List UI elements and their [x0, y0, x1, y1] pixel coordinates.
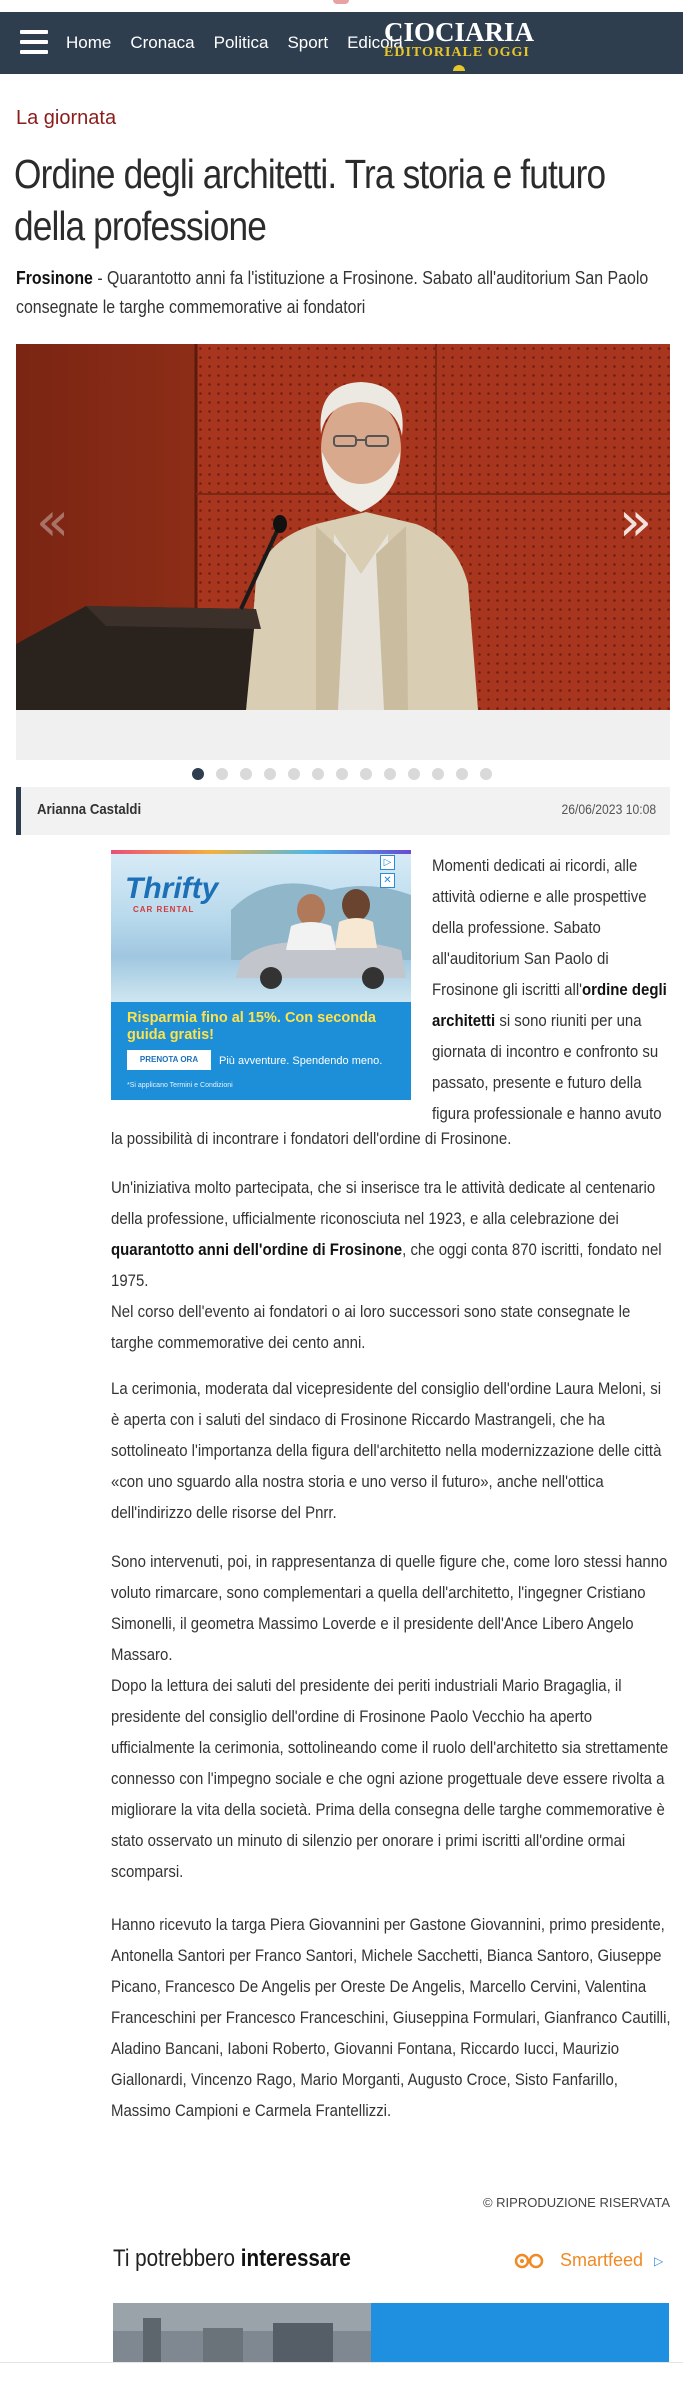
nav-link-sport[interactable]: Sport	[287, 33, 329, 52]
subtitle-place: Frosinone	[16, 267, 93, 288]
ad-body	[111, 1002, 411, 1100]
article-subtitle	[16, 263, 670, 321]
article-paragraph-5: Sono intervenuti, poi, in rappresentanza di quelle figure che, come loro stessi hanno voluto rimarcare, sono complementari a quella dell'architetto, l'ingegner Cristiano Simonelli, il geometra Massimo Loverde e il presidente dell'Ance Libero Angelo Massaro.	[111, 1552, 668, 1664]
gallery-dot[interactable]	[456, 768, 468, 780]
ad-close-icon[interactable]: ✕	[380, 873, 395, 888]
adchoices-icon[interactable]: ▷	[380, 855, 395, 870]
gallery-dot[interactable]	[480, 768, 492, 780]
article-paragraph-1: Momenti dedicati ai ricordi, alle attività odierne e alle prospettive della professione. Sabato all'auditorium San Paolo di Frosinone gli iscritti all'ordine degli architetti si sono riuniti per una giornata di incontro e confronto su passato, presente e futuro della figura professionale e hanno avuto	[432, 856, 667, 1123]
logo-subtitle: EDITORIALE OGGI	[384, 45, 530, 60]
author-bar	[16, 787, 670, 835]
gallery-dot[interactable]	[288, 768, 300, 780]
bottom-bar	[0, 2362, 683, 2387]
nav-links	[66, 12, 422, 74]
gallery-dot[interactable]	[432, 768, 444, 780]
author-name[interactable]: Arianna Castaldi	[37, 801, 142, 818]
gallery-dots	[0, 765, 683, 781]
adchoices-icon[interactable]: ▷	[654, 2254, 664, 2268]
article-paragraph-3: Nel corso dell'evento ai fondatori o ai loro successori sono state consegnate le targhe commemorative dei cento anni.	[111, 1302, 631, 1352]
top-indicator	[333, 0, 349, 4]
ad-choices[interactable]	[379, 852, 409, 886]
gallery-photo	[16, 344, 670, 710]
copyright-notice: © RIPRODUZIONE RISERVATA	[482, 2195, 670, 2210]
gallery-dot[interactable]	[264, 768, 276, 780]
logo-sun-icon	[453, 65, 465, 71]
ad-tagline: Più avventure. Spendendo meno.	[219, 1055, 383, 1067]
ad-brand-sub: CAR RENTAL	[133, 905, 195, 914]
gallery-dot[interactable]	[336, 768, 348, 780]
smartfeed-label: Smartfeed	[560, 2250, 644, 2270]
nav-link-home[interactable]: Home	[66, 33, 112, 52]
photo-gallery	[16, 344, 670, 760]
gallery-dot[interactable]	[360, 768, 372, 780]
gallery-prev-icon[interactable]: «	[36, 490, 70, 553]
ad-cta-button[interactable]: PRENOTA ORA	[127, 1050, 211, 1070]
top-navbar	[0, 12, 683, 74]
gallery-dot[interactable]	[192, 768, 204, 780]
subtitle-text: - Quarantotto anni fa l'istituzione a Frosinone. Sabato all'auditorium San Paolo consegnate le targhe commemorative ai fondatori	[16, 267, 649, 317]
ad-brand: Thrifty	[125, 872, 219, 905]
article-paragraph-6: Dopo la lettura dei saluti del presidente dei periti industriali Mario Bragaglia, il presidente del consiglio dell'ordine di Frosinone Paolo Vecchio ha aperto ufficialmente la cerimonia, sottolineando come il ruolo dell'architetto sia strettamente connesso con l'impegno sociale e che ogni azione progettuale deve essere rivolta a migliorare la vita della società. Prima della consegna delle targhe commemorative è stato osservato un minuto di silenzio per onorare i primi iscritti all'ordine ormai scomparsi.	[111, 1676, 669, 1881]
advertisement[interactable]	[111, 850, 411, 1100]
publish-date: 26/06/2023 10:08	[561, 802, 656, 817]
ad-image	[111, 850, 411, 1002]
nav-link-cronaca[interactable]: Cronaca	[130, 33, 195, 52]
gallery-dot[interactable]	[216, 768, 228, 780]
paragraph-1-continued: si sono riuniti per una giornata di incontro e confronto su passato, presente e futuro della figura professionale e hanno avuto	[432, 1011, 662, 1123]
article-paragraph-4: La cerimonia, moderata dal vicepresidente del consiglio dell'ordine Laura Meloni, si è aperta con i saluti del sindaco di Frosinone Riccardo Mastrangeli, che ha sottolineato l'importanza della figura dell'architetto nella modernizzazione delle città «con uno sguardo alla nostra storia e uno verso il futuro», anche nell'ottica dell'indirizzo delle risorse del Pnrr.	[111, 1379, 662, 1522]
gallery-dot[interactable]	[408, 768, 420, 780]
smartfeed-brand[interactable]	[512, 2250, 643, 2271]
gallery-dot[interactable]	[240, 768, 252, 780]
ad-footnote: *Si applicano Termini e Condizioni	[127, 1082, 233, 1089]
ad-headline: Risparmia fino al 15%. Con seconda guida gratis!	[127, 1010, 376, 1043]
article-paragraph-7: Hanno ricevuto la targa Piera Giovannini per Gastone Giovannini, primo presidente, Antonella Santori per Franco Santori, Michele Sacchetti, Bianca Santoro, Giuseppe Picano, Francesco De Angelis per Oreste De Angelis, Marcello Cervini, Valentina Franceschini per Francesco Franceschini, Giuseppina Formulari, Gianfranco Cautilli, Aladino Bancani, Iaboni Roberto, Giovanni Fontana, Riccardo Iucci, Maurizio Giallonardi, Vincenzo Rago, Mario Morganti, Augusto Croce, Sisto Fanfarillo, Massimo Campioni e Carmela Frantellizzi.	[111, 1915, 671, 2120]
article-paragraph-1-tail: la possibilità di incontrare i fondatori dell'ordine di Frosinone.	[111, 1129, 512, 1148]
article-title: Ordine degli architetti. Tra storia e futuro della professione	[14, 151, 606, 249]
hamburger-menu-icon[interactable]	[20, 30, 48, 54]
nav-link-edicola[interactable]: Edicola	[347, 33, 403, 52]
logo-title: CIOCIARIA	[384, 17, 535, 47]
gallery-dot[interactable]	[384, 768, 396, 780]
smartfeed-icon	[512, 2253, 552, 2269]
gallery-dot[interactable]	[312, 768, 324, 780]
site-logo[interactable]	[384, 18, 544, 70]
nav-link-politica[interactable]: Politica	[213, 33, 269, 52]
related-heading: Ti potrebbero interessare	[113, 2245, 351, 2272]
article-paragraph-2: Un'iniziativa molto partecipata, che si inserisce tra le attività dedicate al centenario della professione, ufficialmente riconosciuta nel 1923, e alla celebrazione dei quarantotto anni dell'ordine di Frosinone, che oggi conta 870 iscritti, fondato nel 1975.	[111, 1178, 662, 1290]
article-kicker: La giornata	[16, 107, 117, 129]
gallery-next-icon[interactable]: »	[618, 490, 652, 553]
ad-stripe	[111, 850, 411, 854]
